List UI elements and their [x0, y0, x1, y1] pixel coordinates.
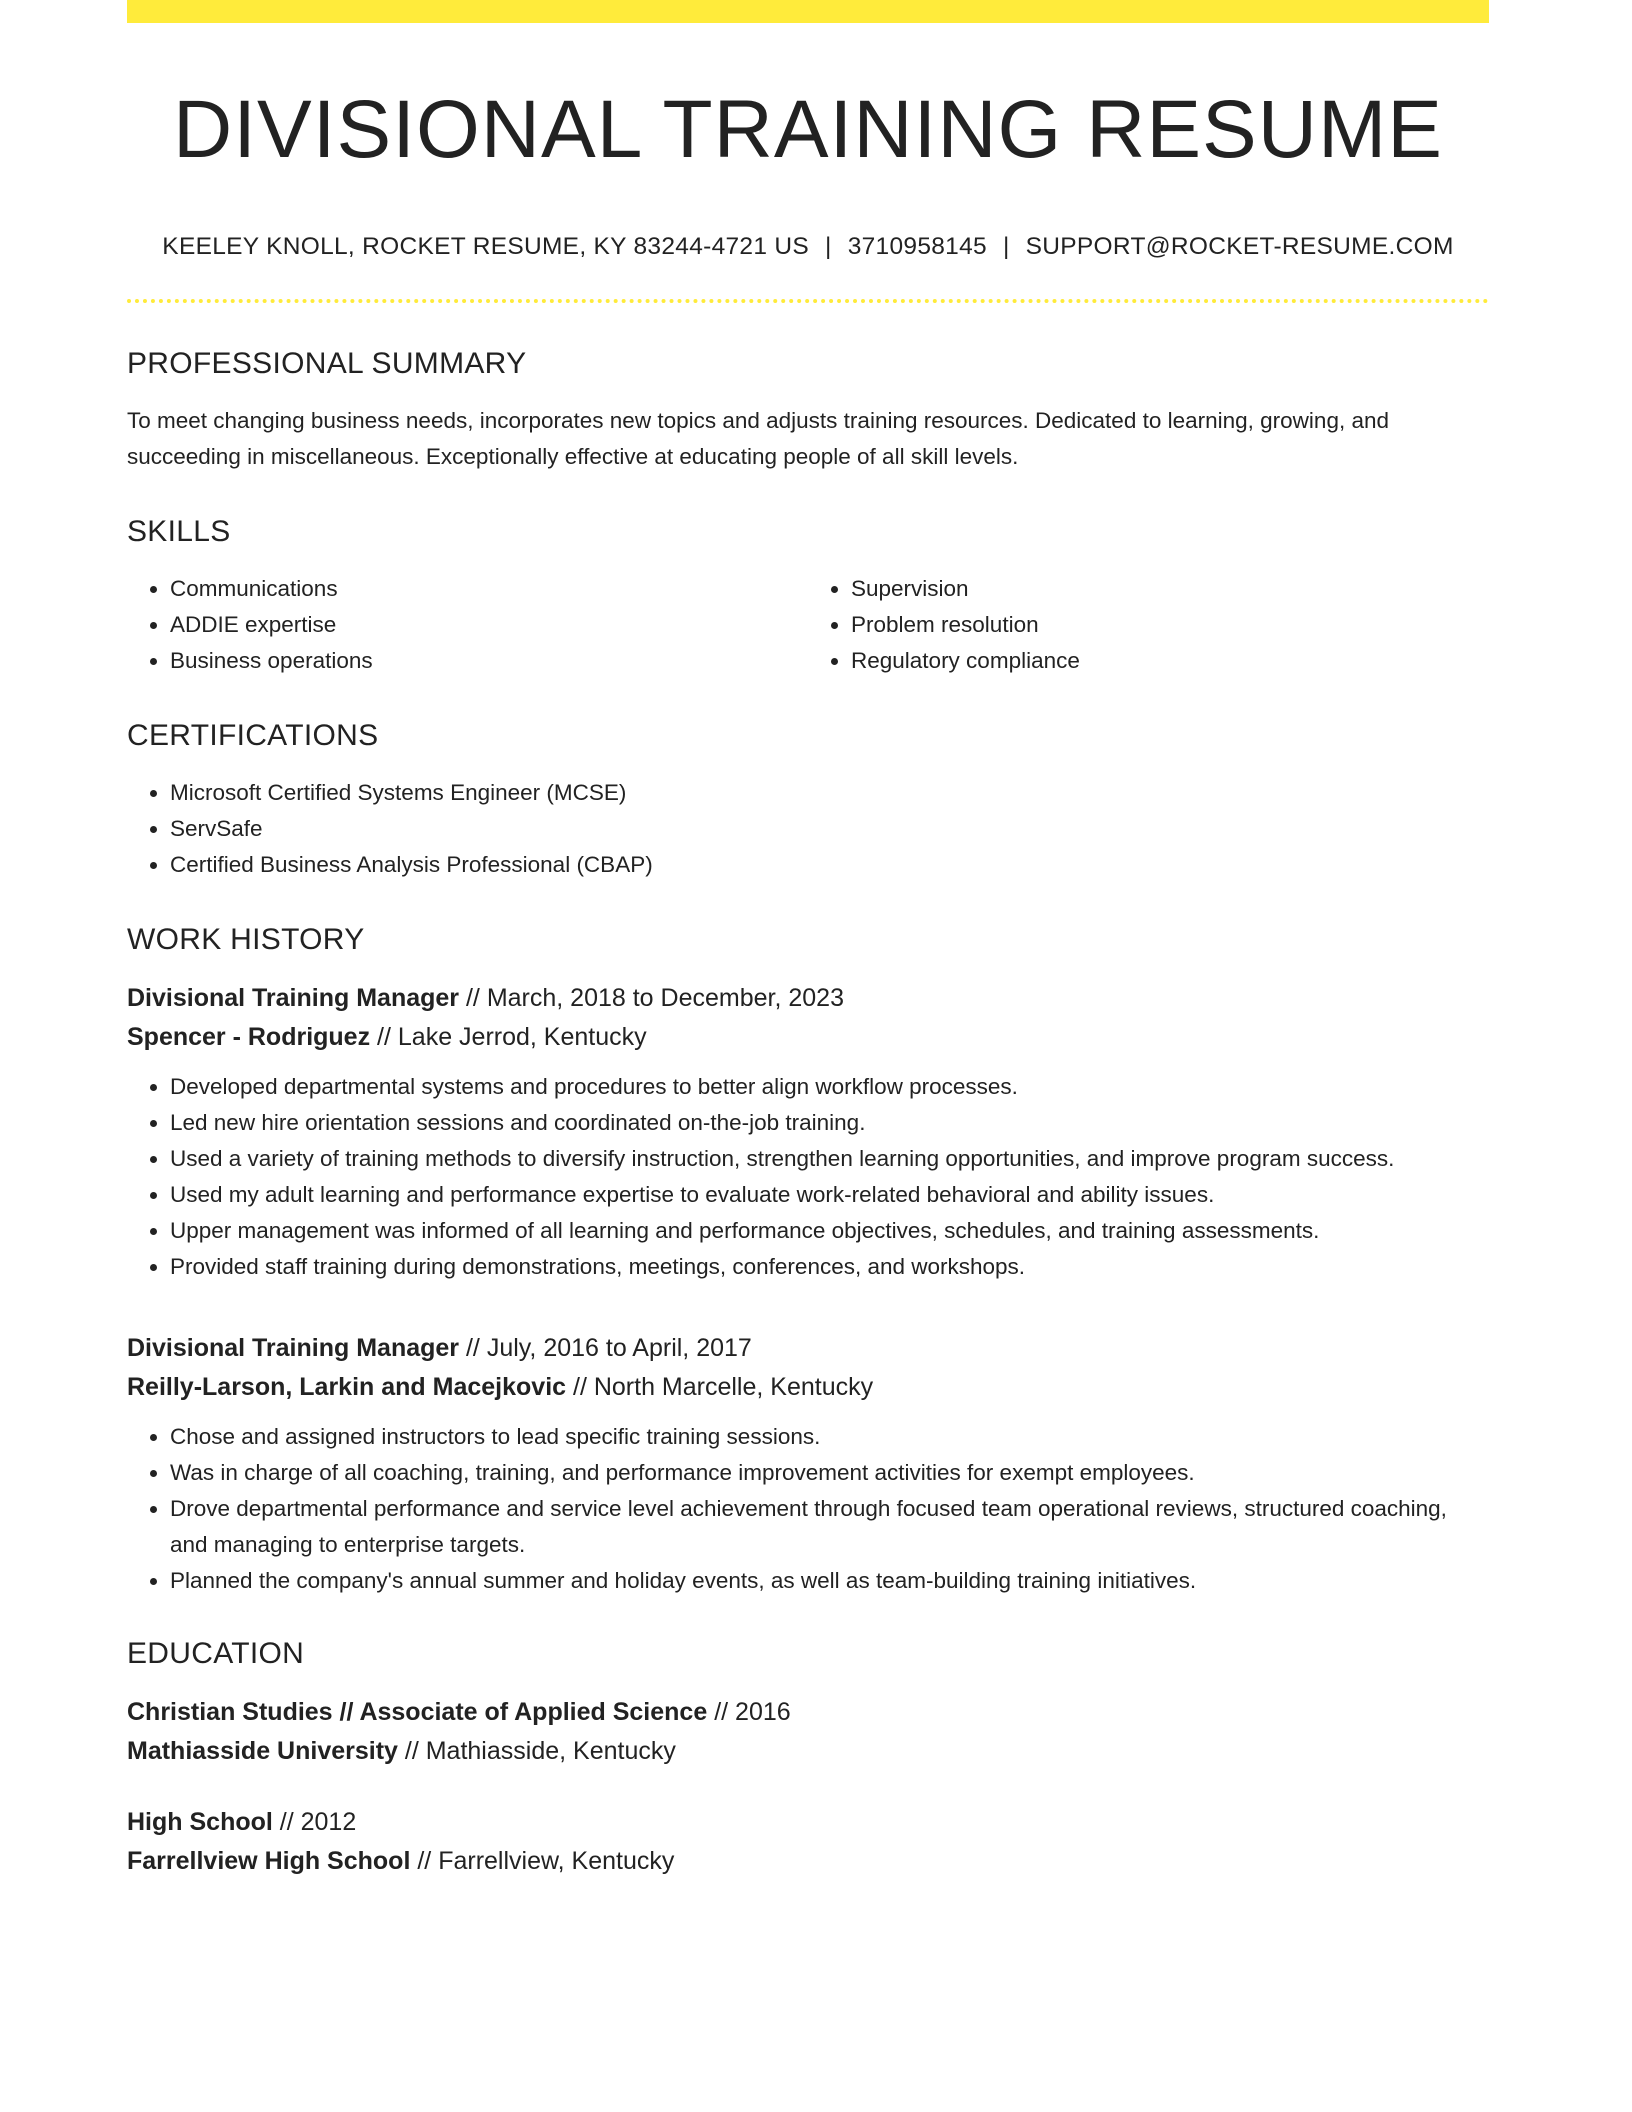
education-school: Mathiasside University — [127, 1737, 398, 1766]
job-bullet: • Used a variety of training methods to diversify instruction, strengthen learning opportunities, and improve program success. — [170, 1141, 1489, 1177]
contact-separator: | — [825, 233, 832, 261]
education-entry — [127, 1693, 1489, 1771]
job-bullet: • Planned the company's annual summer and holiday events, as well as team-building training initiatives. — [170, 1563, 1489, 1599]
job-location: // Lake Jerrod, Kentucky — [377, 1023, 647, 1052]
certification-item: • Certified Business Analysis Professional (CBAP) — [170, 847, 1489, 883]
job-dates: // July, 2016 to April, 2017 — [465, 1334, 752, 1363]
job-title-line — [127, 1329, 1489, 1368]
education-degree-line — [127, 1803, 1489, 1842]
contact-email: SUPPORT@ROCKET-RESUME.COM — [1025, 233, 1454, 261]
contact-address: KEELEY KNOLL, ROCKET RESUME, KY 83244-4721 US — [162, 233, 810, 261]
education-location: // Mathiasside, Kentucky — [404, 1737, 676, 1766]
education-school-line — [127, 1842, 1489, 1881]
job-bullet: • Provided staff training during demonstrations, meetings, conferences, and workshops. — [170, 1249, 1489, 1285]
education-degree: High School — [127, 1808, 273, 1837]
education-year: // 2012 — [279, 1808, 357, 1837]
job-bullet: • Drove departmental performance and service level achievement through focused team operational reviews, structured coaching, and managing to enterprise targets. — [170, 1491, 1489, 1563]
summary-text: To meet changing business needs, incorporates new topics and adjusts training resources. Dedicated to learning, growing, and succeeding in miscellaneous. Exceptionally effective at educating people of all skill levels. — [127, 408, 1389, 470]
education-school: Farrellview High School — [127, 1847, 411, 1876]
skill-item: • Problem resolution — [851, 607, 1489, 643]
skills-left-column — [127, 571, 808, 679]
education-school-line — [127, 1732, 1489, 1771]
job-bullets — [127, 1419, 1489, 1599]
summary-heading: PROFESSIONAL SUMMARY — [127, 347, 527, 381]
contact-separator: | — [1002, 233, 1010, 261]
job-bullets — [127, 1069, 1489, 1285]
job-bullet: • Led new hire orientation sessions and coordinated on-the-job training. — [170, 1105, 1489, 1141]
skills-list — [127, 571, 1489, 679]
certifications-list — [127, 775, 1489, 883]
job-bullet: • Upper management was informed of all learning and performance objectives, schedules, and training assessments. — [170, 1213, 1489, 1249]
skills-heading: SKILLS — [127, 515, 231, 549]
education-year: // 2016 — [714, 1698, 791, 1727]
education-entry — [127, 1803, 1489, 1881]
job-company-line — [127, 1018, 1489, 1057]
education-degree: Christian Studies // Associate of Applied Science — [127, 1698, 708, 1727]
skill-item: • ADDIE expertise — [170, 607, 808, 643]
job-company: Spencer - Rodriguez — [127, 1023, 371, 1052]
skill-item: • Supervision — [851, 571, 1489, 607]
job-entry — [127, 979, 1489, 1285]
job-bullet: • Chose and assigned instructors to lead specific training sessions. — [170, 1419, 1489, 1455]
resume-title: DIVISIONAL TRAINING RESUME — [173, 84, 1443, 175]
education-heading: EDUCATION — [127, 1637, 305, 1671]
top-accent-bar — [127, 0, 1489, 23]
job-bullet: • Developed departmental systems and procedures to better align workflow processes. — [170, 1069, 1489, 1105]
job-company: Reilly-Larson, Larkin and Macejkovic — [127, 1373, 567, 1402]
job-entry — [127, 1329, 1489, 1599]
skill-item: • Communications — [170, 571, 808, 607]
job-location: // North Marcelle, Kentucky — [573, 1373, 874, 1402]
education-degree-line — [127, 1693, 1489, 1732]
contact-line — [127, 233, 1489, 261]
certifications-heading: CERTIFICATIONS — [127, 719, 379, 753]
job-dates: // March, 2018 to December, 2023 — [465, 984, 844, 1013]
dotted-divider — [127, 299, 1489, 303]
skill-item: • Regulatory compliance — [851, 643, 1489, 679]
skill-item: • Business operations — [170, 643, 808, 679]
resume-page — [127, 0, 1489, 1881]
work-history-heading: WORK HISTORY — [127, 923, 365, 957]
job-title: Divisional Training Manager — [127, 1334, 460, 1363]
job-bullet: • Used my adult learning and performance expertise to evaluate work-related behavioral and ability issues. — [170, 1177, 1489, 1213]
job-title: Divisional Training Manager — [127, 984, 460, 1013]
education-location: // Farrellview, Kentucky — [417, 1847, 675, 1876]
job-title-line — [127, 979, 1489, 1018]
job-company-line — [127, 1368, 1489, 1407]
certification-item: • Microsoft Certified Systems Engineer (MCSE) — [170, 775, 1489, 811]
certification-item: • ServSafe — [170, 811, 1489, 847]
skills-right-column — [808, 571, 1489, 679]
contact-phone: 3710958145 — [847, 233, 987, 261]
job-bullet: • Was in charge of all coaching, training, and performance improvement activities for exempt employees. — [170, 1455, 1489, 1491]
